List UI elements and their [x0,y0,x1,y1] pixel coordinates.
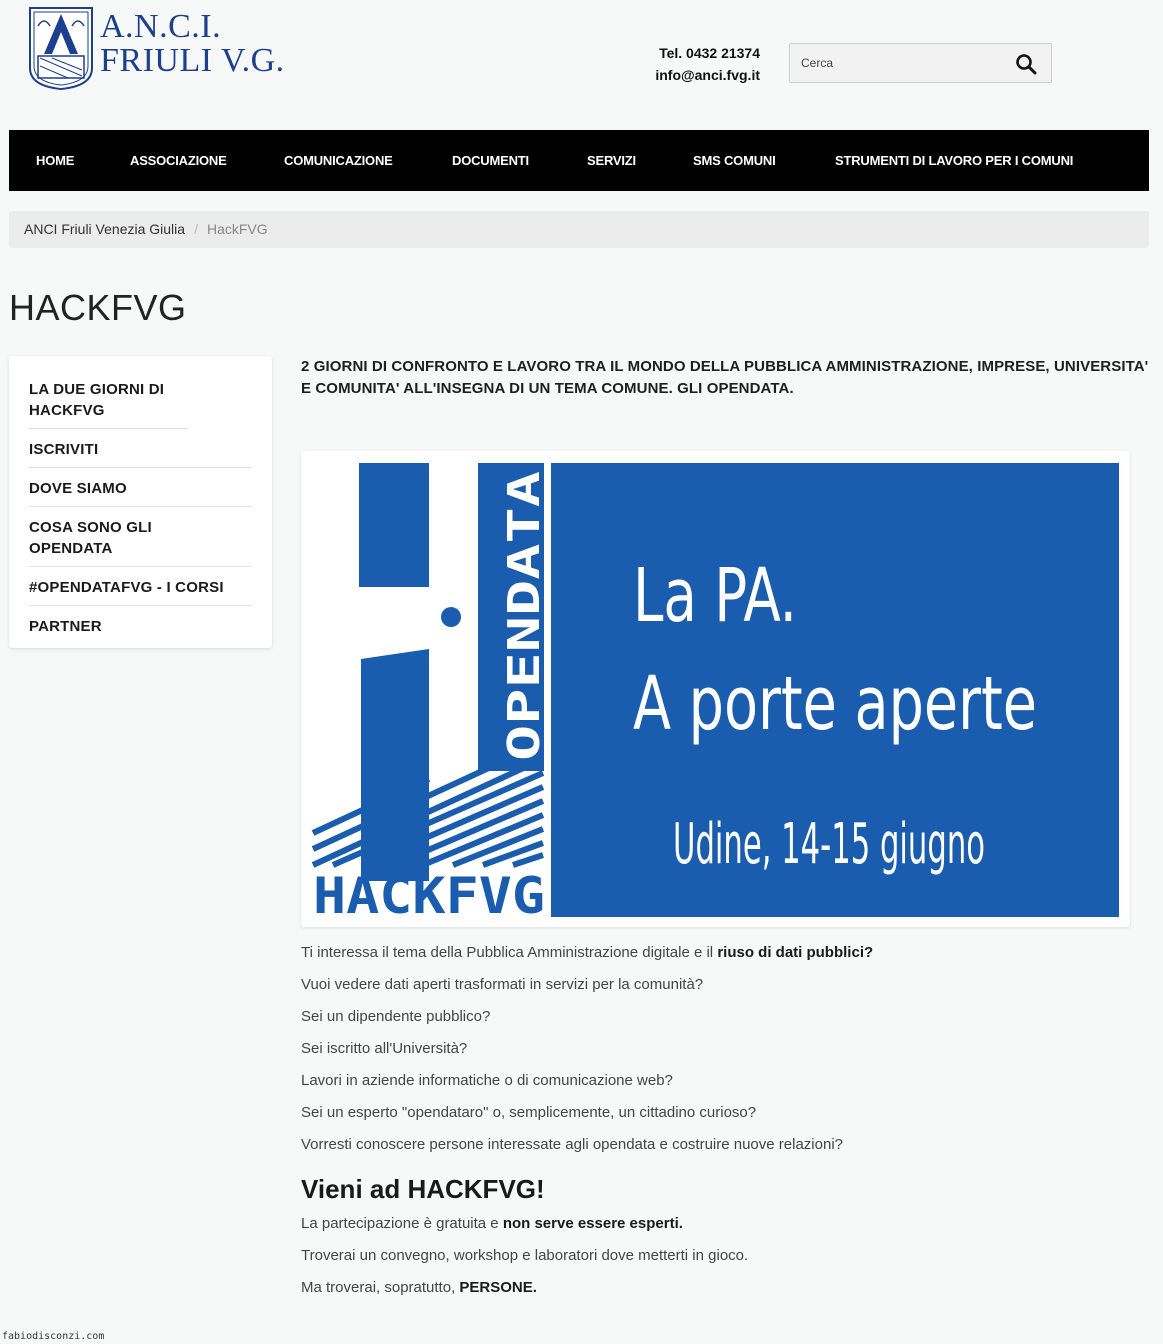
cta-title: Vieni ad HACKFVG! [301,1174,545,1204]
questions-list [301,941,1151,1165]
sidebar-item-corsi[interactable]: #OPENDATAFVG - I CORSI [29,574,252,606]
nav-documenti[interactable]: DOCUMENTI [452,153,529,168]
nav-home[interactable]: HOME [36,153,75,168]
banner-vertical-text: OPENDATA [499,549,550,761]
cta-paragraph-3-text: Ma troverai, sopratutto, [301,1279,460,1296]
sidebar-item-partner[interactable]: PARTNER [29,618,102,635]
nav-associazione[interactable]: ASSOCIAZIONE [130,153,227,168]
anci-emblem-icon [28,6,94,90]
search-icon[interactable] [1015,53,1037,75]
banner-bottom-text: HACKFVG [313,867,545,925]
contact-info [620,42,760,86]
logo-text [100,6,285,78]
sidebar-item-iscriviti[interactable]: ISCRIVITI [29,436,252,468]
breadcrumb-current: HackFVG [206,221,268,237]
phone-number: Tel. 0432 21374 [659,45,760,61]
sidebar-menu [9,356,272,648]
site-logo[interactable] [28,6,288,92]
question-7: Vorresti conoscere persone interessate agli opendata e costruire nuove relazioni? [301,1136,843,1153]
question-1 [301,941,1151,973]
breadcrumb-home[interactable]: ANCI Friuli Venezia Giulia [24,221,186,237]
breadcrumb-separator: / [194,221,198,237]
cta-paragraph-1 [301,1212,1151,1244]
cta-body [301,1212,1151,1308]
banner-line-3: Udine, 14-15 giugno [673,812,985,877]
banner-line-2: A porte aperte [633,661,1037,747]
question-4: Sei iscritto all'Università? [301,1040,468,1057]
nav-servizi[interactable]: SERVIZI [587,153,636,168]
watermark: fabiodisconzi.com [2,1331,105,1342]
banner-line-1: La PA. [633,553,797,639]
nav-comunicazione[interactable]: COMUNICAZIONE [284,153,393,168]
cta-paragraph-1-text: La partecipazione è gratuita e [301,1215,503,1232]
page-title: HACKFVG [9,287,187,328]
logo-line-2: FRIULI V.G. [100,42,285,79]
search-input[interactable] [790,44,1005,82]
cta-paragraph-2: Troverai un convegno, workshop e laboratori dove metterti in gioco. [301,1247,749,1264]
logo-line-1: A.N.C.I. [100,8,222,45]
nav-strumenti[interactable]: STRUMENTI DI LAVORO PER I COMUNI [835,153,1074,168]
breadcrumb [9,211,1149,248]
question-1-bold: riuso di dati pubblici? [717,944,874,961]
main-navigation [9,130,1149,191]
email-link[interactable]: info@anci.fvg.it [655,67,760,83]
nav-sms-comuni[interactable]: SMS COMUNI [693,153,776,168]
banner-card [301,451,1130,927]
question-1-text: Ti interessa il tema della Pubblica Amministrazione digitale e il [301,944,718,961]
question-5: Lavori in aziende informatiche o di comunicazione web? [301,1072,673,1089]
intro-text: 2 GIORNI DI CONFRONTO E LAVORO TRA IL MONDO DELLA PUBBLICA AMMINISTRAZIONE, IMPRESE, UNIVERSITA' E COMUNITA' ALL'INSEGNA DI UN TEMA COMUNE. GLI OPENDATA. [301,358,1149,397]
cta-paragraph-3-bold: PERSONE. [459,1279,537,1296]
hackfvg-banner [311,461,1119,925]
sidebar-item-opendata[interactable]: COSA SONO GLI OPENDATA [29,514,252,567]
cta-paragraph-3 [301,1276,1151,1308]
search-box [789,43,1052,83]
sidebar-item-dove-siamo[interactable]: DOVE SIAMO [29,475,252,507]
question-3: Sei un dipendente pubblico? [301,1008,491,1025]
question-6: Sei un esperto "opendataro" o, semplicemente, un cittadino curioso? [301,1104,757,1121]
question-2: Vuoi vedere dati aperti trasformati in servizi per la comunità? [301,976,704,993]
sidebar-item-due-giorni[interactable]: LA DUE GIORNI DI HACKFVG [29,376,189,429]
cta-paragraph-1-bold: non serve essere esperti. [502,1215,683,1232]
